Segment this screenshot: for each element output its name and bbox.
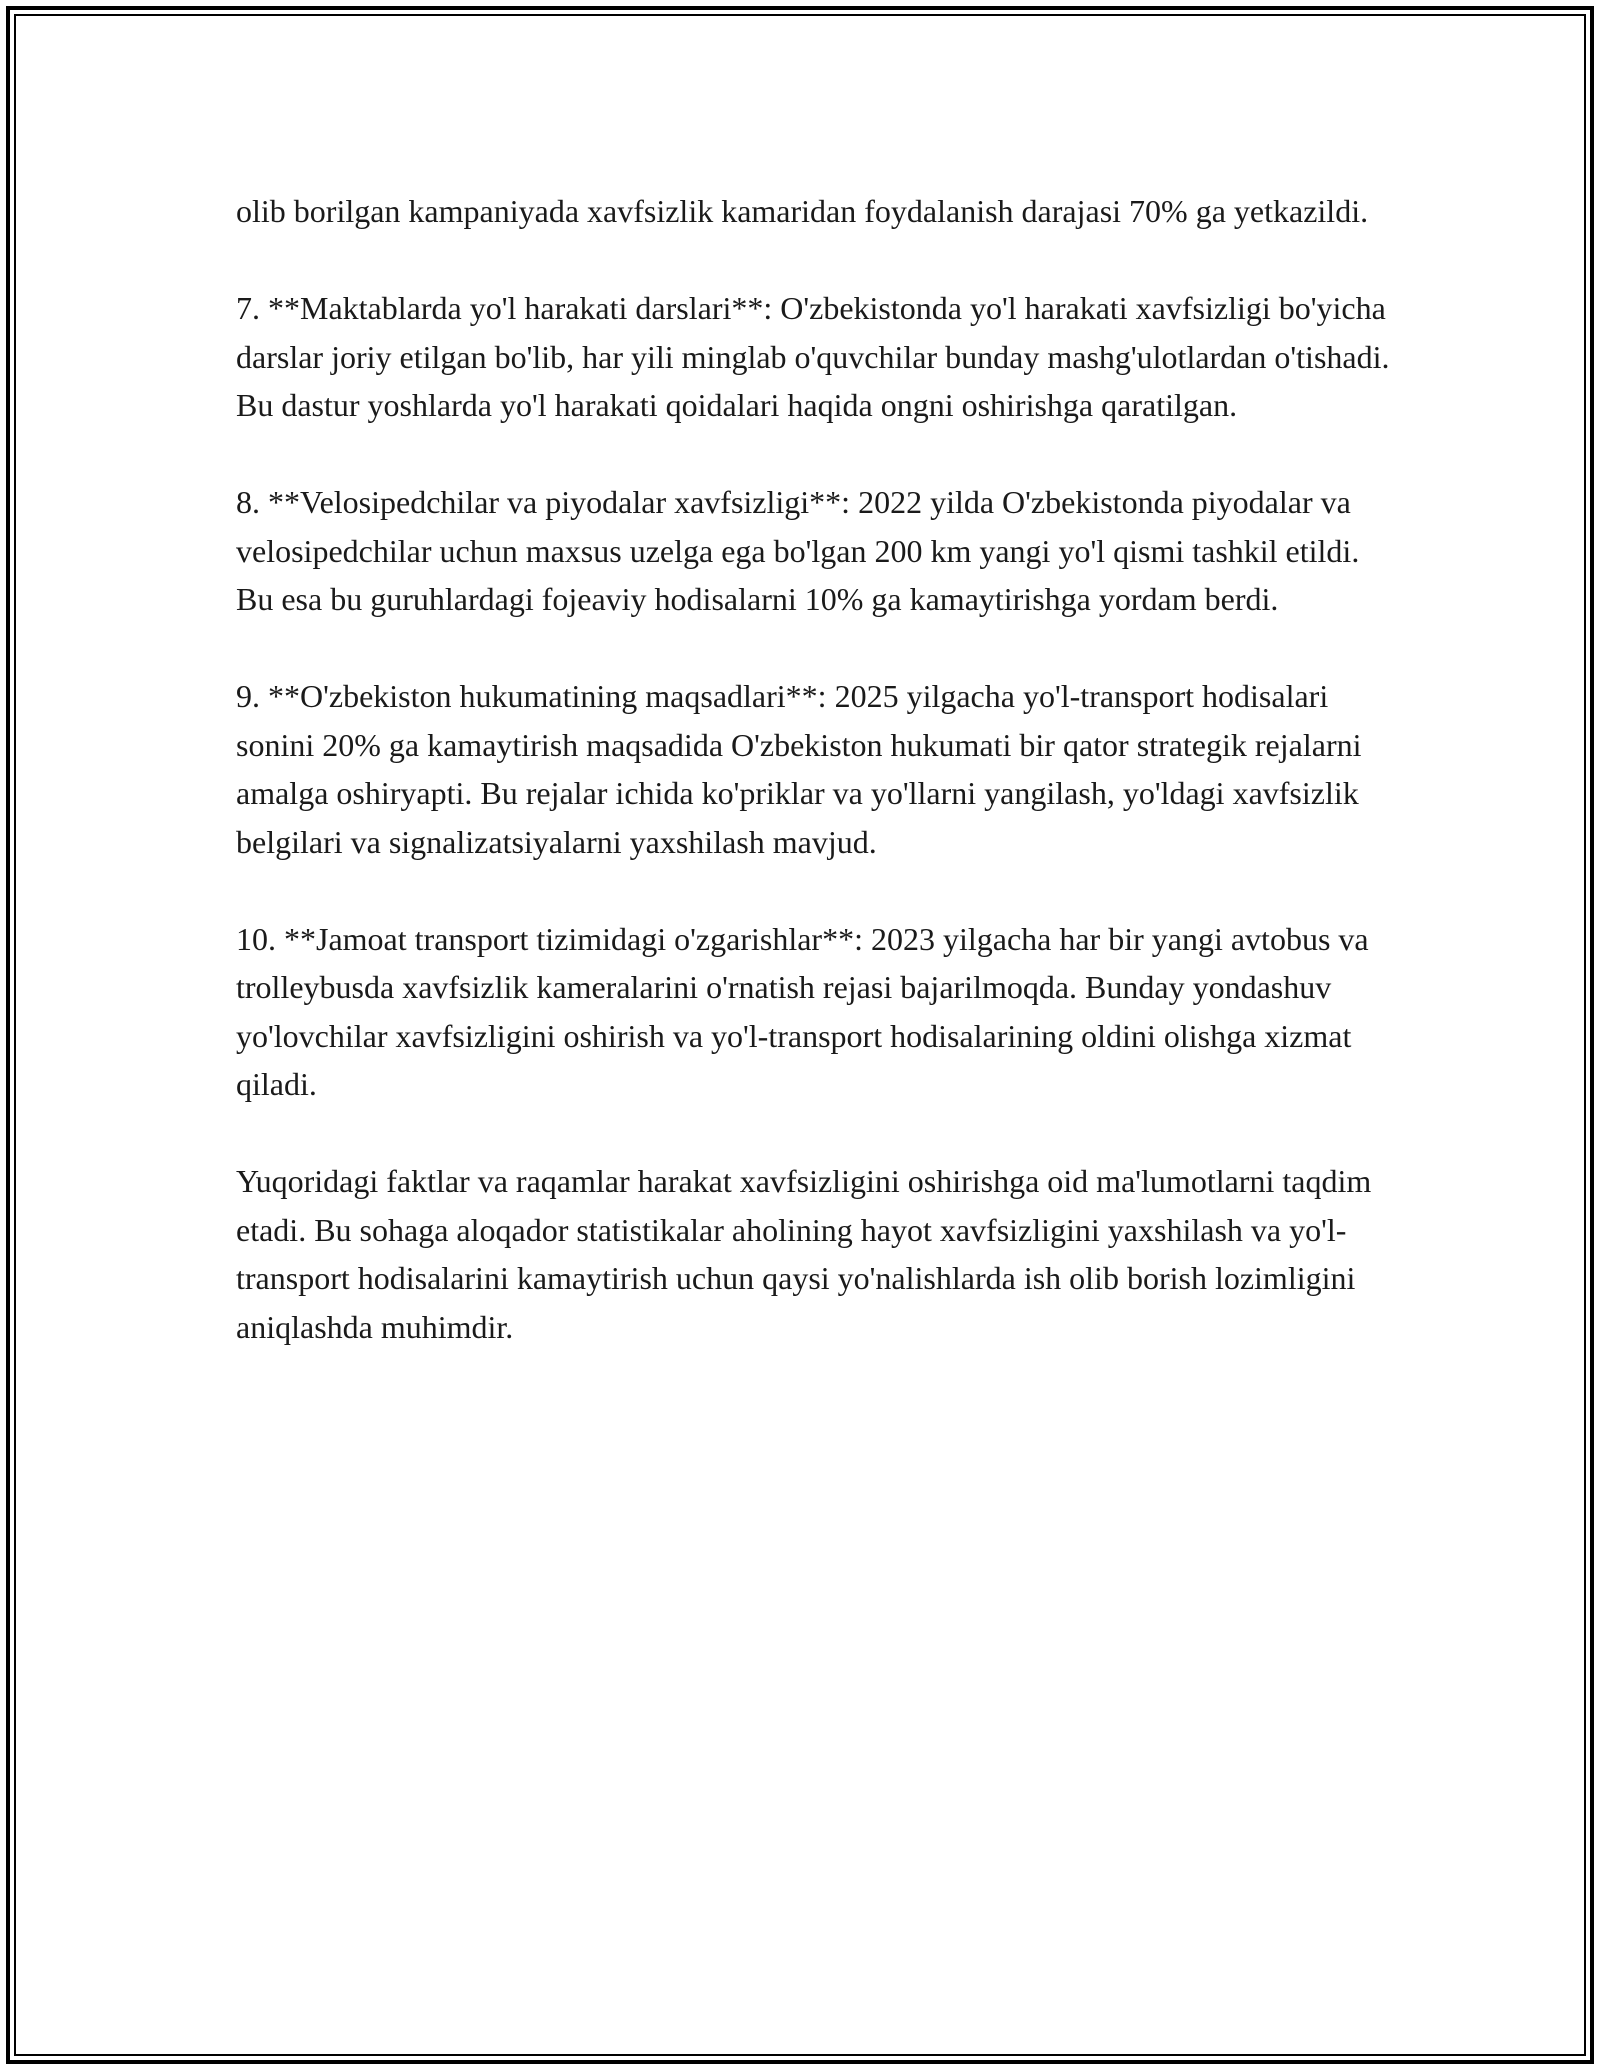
paragraph-conclusion: Yuqoridagi faktlar va raqamlar harakat xavfsizligini oshirishga oid ma'lumotlarni taqdim etadi. Bu sohaga aloqador statistikalar aholining hayot xavfsizligini yaxshilash va yo'l-transport hodisalarini kamaytirish uchun qaysi yo'nalishlarda ish olib borish lozimligini aniqlashda muhimdir. — [236, 1163, 1372, 1345]
paragraph-item-7: 7. **Maktablarda yo'l harakati darslari**: O'zbekistonda yo'l harakati xavfsizligi bo'yicha darslar joriy etilgan bo'lib, har yili minglab o'quvchilar bunday mashg'ulotlardan o'tishadi. Bu dastur yoshlarda yo'l harakati qoidalari haqida ongni oshirishga qaratilgan. — [236, 290, 1390, 423]
document-body — [236, 187, 1396, 1351]
paragraph-continuation: olib borilgan kampaniyada xavfsizlik kamaridan foydalanish darajasi 70% ga yetkazildi. — [236, 193, 1369, 229]
paragraph-item-8: 8. **Velosipedchilar va piyodalar xavfsizligi**: 2022 yilda O'zbekistonda piyodalar va velosipedchilar uchun maxsus uzelga ega bo'lgan 200 km yangi yo'l qismi tashkil etildi. Bu esa bu guruhlardagi fojeaviy hodisalarni 10% ga kamaytirishga yordam berdi. — [236, 484, 1360, 617]
paragraph-item-10: 10. **Jamoat transport tizimidagi o'zgarishlar**: 2023 yilgacha har bir yangi avtobus va trolleybusda xavfsizlik kameralarini o'rnatish rejasi bajarilmoqda. Bunday yondashuv yo'lovchilar xavfsizligini oshirish va yo'l-transport hodisalarining oldini olishga xizmat qiladi. — [236, 920, 1369, 1102]
paragraph-item-9: 9. **O'zbekiston hukumatining maqsadlari**: 2025 yilgacha yo'l-transport hodisalari sonini 20% ga kamaytirish maqsadida O'zbekiston hukumati bir qator strategik rejalarni amalga oshiryapti. Bu rejalar ichida ko'priklar va yo'llarni yangilash, yo'ldagi xavfsizlik belgilari va signalizatsiyalarni yaxshilash mavjud. — [236, 678, 1362, 860]
